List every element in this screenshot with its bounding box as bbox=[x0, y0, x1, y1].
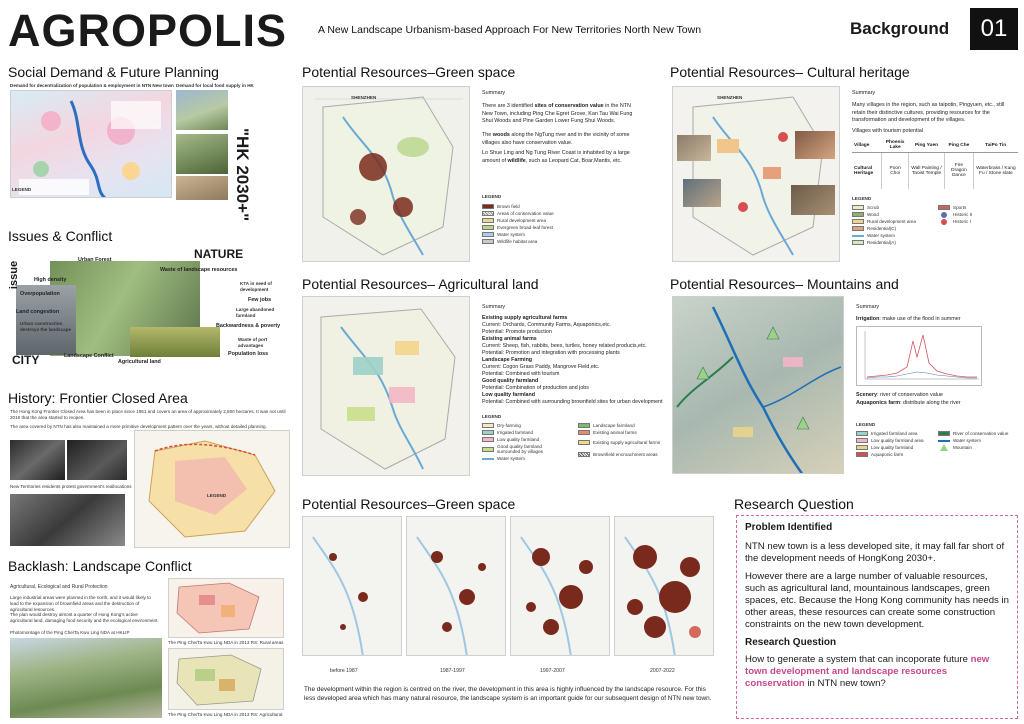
green-p2-pre: The bbox=[482, 132, 493, 138]
protest-photo-3 bbox=[10, 494, 125, 546]
green-p3-post: , such as Leopard Cat, Boar,Mantis, etc. bbox=[525, 157, 622, 164]
swatch-landscape-farmland bbox=[578, 423, 590, 428]
green-title: Potential Resources–Green space bbox=[302, 64, 516, 80]
irrigation-bold: Irrigation bbox=[856, 316, 880, 322]
social-food-caption: Demand for local food supply in HK bbox=[176, 83, 254, 88]
swatch-rural-dev bbox=[482, 218, 494, 223]
irrigation-line bbox=[856, 316, 1016, 324]
th-pingche: Ping Che bbox=[945, 138, 974, 153]
swatch-heritage-water bbox=[852, 235, 864, 237]
swatch-conservation bbox=[482, 211, 494, 216]
heritage-summary-label: Summary bbox=[852, 90, 876, 96]
social-legend-label: LEGEND bbox=[12, 187, 32, 192]
green-p1-pre: There are 3 identified bbox=[482, 103, 535, 109]
issue-port: Waste of port advantages bbox=[238, 337, 268, 349]
mountains-legend-left bbox=[856, 430, 936, 458]
swatch-sports bbox=[938, 205, 950, 210]
flood-chart-graphic bbox=[857, 327, 983, 387]
legend-rural-area bbox=[852, 218, 936, 225]
mountains-title: Potential Resources– Mountains and bbox=[670, 276, 899, 292]
green-space-map bbox=[302, 86, 470, 262]
swatch-supply-farms bbox=[578, 440, 590, 445]
aqua-text: : distribute along the river bbox=[900, 400, 961, 406]
agri-title: Potential Resources– Agricultural land bbox=[302, 276, 539, 292]
backlash-sub: Agricultural, Ecological and Rural Protection bbox=[10, 584, 108, 590]
legend-historic-2 bbox=[938, 211, 1018, 218]
legend-text: Brown field bbox=[497, 204, 520, 209]
mountains-map-graphic bbox=[673, 297, 844, 474]
question-highlight: new town development and landscape resources conservation bbox=[745, 653, 990, 689]
protest-photo-2 bbox=[67, 440, 127, 480]
green-summary-label: Summary bbox=[482, 90, 506, 96]
issue-abandoned-farmland: Large abandoned farmland bbox=[236, 307, 275, 319]
growth-map-4-graphic bbox=[615, 517, 714, 656]
legend-brownfield bbox=[578, 448, 668, 460]
legend-text: Mountain bbox=[953, 445, 972, 450]
growth-map-2-graphic bbox=[407, 517, 506, 656]
farm-photo-3 bbox=[176, 176, 228, 200]
research-title: Research Question bbox=[734, 496, 854, 512]
social-map-caption: Demand for decentralization of population & employment in NTN New town bbox=[10, 83, 174, 88]
legend-text: Water system bbox=[497, 232, 525, 237]
legend-irrigated bbox=[482, 429, 566, 436]
swatch-rural-area bbox=[852, 219, 864, 224]
page-number-box bbox=[970, 8, 1018, 50]
agricultural-map-graphic bbox=[169, 649, 284, 710]
legend-text: Evergreen broad-leaf forest bbox=[497, 225, 553, 230]
growth-maps bbox=[302, 516, 712, 666]
swatch-water bbox=[482, 232, 494, 237]
problem-p2: However there are a large number of valuable resources, such as agricultural land, mountainous landscapes, green spaces, etc. Because the Hong Kong community has needs in other areas, these resources can create some construction constraints on the new town development. bbox=[745, 570, 1009, 630]
agri-legend-right bbox=[578, 422, 668, 460]
legend-irrigated-area bbox=[856, 430, 936, 437]
swatch-wildlife bbox=[482, 239, 494, 244]
th-phoenix: Phoenix Lake bbox=[882, 138, 909, 153]
issue-urban-forest: Urban Forest bbox=[78, 257, 112, 263]
agri-line-heading: Landscape Farming bbox=[482, 356, 533, 363]
agri-line: Current: Sheep, fish, rabbits, bees, turtles, honey related products,etc. bbox=[482, 342, 647, 349]
issue-land-congestion: Land congestion bbox=[16, 309, 60, 315]
green2-title: Potential Resources–Green space bbox=[302, 496, 516, 512]
period-3: 1997-2007 bbox=[540, 668, 565, 674]
green-p2 bbox=[482, 132, 642, 147]
aqua-line bbox=[856, 400, 1016, 408]
issue-urban-construction: Urban construction destroys the landscape bbox=[20, 321, 72, 333]
protest-photo-1 bbox=[10, 440, 65, 480]
growth-map-1-graphic bbox=[303, 517, 402, 656]
hk2030-vertical: "HK 2030+" bbox=[233, 128, 252, 222]
swatch-aquaponic bbox=[856, 452, 868, 457]
mountain-icon bbox=[940, 444, 948, 451]
rural-map-caption: The Ping Che/Ta Kwu Ling NDA in 2013 RS: Rural areas bbox=[168, 640, 284, 645]
legend-text: Low quality farmland area bbox=[871, 438, 924, 443]
agri-line: Potential: Promotion and integration with processing plants bbox=[482, 349, 620, 356]
green-legend-label: LEGEND bbox=[482, 194, 502, 199]
heritage-summary: Many villages in the region, such as taipotin, Pingyuen, etc., still retain their distinctive cultures, providing resources for the transformation and development of the villages. bbox=[852, 102, 1005, 124]
swatch-water-system bbox=[482, 458, 494, 460]
heritage-table-head bbox=[852, 138, 1018, 153]
issue-waste-landscape: Waste of landscape resources bbox=[160, 267, 238, 273]
issue-population-loss: Population loss bbox=[228, 351, 269, 357]
legend-text: Low quality farmland bbox=[497, 437, 540, 442]
legend-animal-farms bbox=[578, 429, 668, 436]
swatch-residential-a bbox=[852, 240, 864, 245]
frontier-map bbox=[134, 430, 290, 548]
legend-text: Water system bbox=[867, 233, 895, 238]
legend-sports bbox=[938, 204, 1018, 211]
heritage-table-title: Villages with tourism potential bbox=[852, 128, 923, 134]
legend-text: Aquaponic farm bbox=[871, 452, 904, 457]
legend-text: River of conservation value bbox=[953, 431, 1009, 436]
heritage-table bbox=[852, 138, 1018, 189]
legend-low-quality-farmland bbox=[856, 444, 936, 451]
green-p2-bold: woods bbox=[492, 132, 510, 138]
green-p1-post: in the NTN New Town, including Ping Che Egret Grove, Kan Tau Wai Fung Shui Woods and Pine Garden Lower Fung Shui Woods. bbox=[482, 103, 633, 125]
rural-areas-map bbox=[168, 578, 284, 638]
legend-text: Low quality farmland bbox=[871, 445, 914, 450]
agri-line-heading: Good quality farmland bbox=[482, 377, 539, 384]
issue-landscape-conflict: Landscape Conflict bbox=[64, 353, 114, 359]
legend-text: Rural development area bbox=[497, 218, 547, 223]
agri-line: Current: Cogon Grass Paddy, Mangrove Field,etc. bbox=[482, 363, 600, 370]
swatch-low-quality-farmland bbox=[856, 445, 868, 450]
agricultural-map bbox=[168, 648, 284, 710]
heritage-table-row bbox=[852, 153, 1018, 189]
backlash-photo-caption: Photomontage of the Ping Che/Ta Kwu Ling NDA at HKLIP bbox=[10, 630, 130, 635]
growth-map-4 bbox=[614, 516, 714, 656]
frontier-map-graphic bbox=[135, 431, 290, 548]
legend-good-quality bbox=[482, 443, 566, 455]
agri-line: Current: Orchards, Community Farms, Aquaponics,etc. bbox=[482, 321, 611, 328]
issue-overpopulation: Overpopulation bbox=[20, 291, 60, 297]
period-4: 2007-2022 bbox=[650, 668, 675, 674]
agri-legend-left bbox=[482, 422, 566, 462]
issue-label: issue bbox=[8, 260, 21, 290]
montage-photo bbox=[10, 638, 162, 718]
backlash-para1: Large industrial areas were planned in the north, and it would likely to lead to the expansion of brownfield areas and the destruction of agricultural resources. bbox=[10, 595, 151, 613]
backlash-para2: The plan would destroy almost a quarter of Hong Kong's active agricultural land, damaging food security and the ecological environment. bbox=[10, 612, 159, 624]
legend-text: Irrigated farmland bbox=[497, 430, 534, 435]
scenery-line bbox=[856, 392, 1016, 400]
issue-kta: KTA in need of development bbox=[240, 281, 272, 293]
heritage-legend-left bbox=[852, 204, 936, 246]
green-legend bbox=[482, 203, 582, 245]
legend-mountains-water bbox=[938, 437, 1020, 444]
problem-label: Problem Identified bbox=[745, 522, 833, 533]
growth-map-3 bbox=[510, 516, 610, 656]
swatch-brown-field bbox=[482, 204, 494, 209]
legend-text: Landscape farmland bbox=[593, 423, 635, 428]
mountains-summary-label: Summary bbox=[856, 304, 880, 310]
swatch-wood bbox=[852, 212, 864, 217]
td-pingche: Fire Dragon Dance bbox=[945, 153, 974, 189]
swatch-mountains-water bbox=[938, 440, 950, 442]
legend-text: Wood bbox=[867, 212, 879, 217]
swatch-brownfield bbox=[578, 452, 590, 457]
legend-wildlife bbox=[482, 238, 582, 245]
th-taipotin: TaiPo Tin bbox=[973, 138, 1018, 153]
green-space-map-graphic bbox=[303, 87, 470, 262]
agricultural-map-caption: The Ping Che/Ta Kwu Ling NDA in 2013 RS: Agricultural bbox=[168, 712, 283, 717]
legend-conservation bbox=[482, 210, 582, 217]
agri-line: Potential: Combined with surrounding brownfield sites for urban development bbox=[482, 398, 663, 405]
td-label: Cultural Heritage bbox=[854, 165, 874, 176]
frontier-legend-label: LEGEND bbox=[207, 493, 227, 498]
green-p1 bbox=[482, 103, 642, 126]
swatch-residential-c bbox=[852, 226, 864, 231]
issues-title: Issues & Conflict bbox=[8, 228, 113, 244]
legend-text: Dry-farming bbox=[497, 423, 521, 428]
legend-text: Historic I bbox=[953, 219, 971, 224]
swatch-irrigated-area bbox=[856, 431, 868, 436]
swatch-low-quality bbox=[482, 437, 494, 442]
legend-text: Irrigated farmland area bbox=[871, 431, 918, 436]
question-text bbox=[745, 654, 1009, 690]
heritage-photo-3 bbox=[683, 179, 721, 207]
growth-map-3-graphic bbox=[511, 517, 610, 656]
agri-line-heading: Existing supply agricultural farms bbox=[482, 315, 568, 321]
question-post: in NTN new town? bbox=[804, 677, 886, 689]
mountains-legend-right bbox=[938, 430, 1020, 451]
farm-photo-1 bbox=[176, 90, 228, 130]
issues-collage bbox=[10, 247, 288, 367]
legend-text: Residential(A) bbox=[867, 240, 896, 245]
agri-line: Potential: Combined with tourism bbox=[482, 370, 560, 377]
brand-title: AGROPOLIS bbox=[8, 5, 288, 56]
header bbox=[0, 0, 1024, 60]
legend-evergreen bbox=[482, 224, 582, 231]
agri-legend-label: LEGEND bbox=[482, 414, 502, 419]
period-2: 1987-1997 bbox=[440, 668, 465, 674]
td-taipotin: Waterbrass / Kung Fu / Stone slate bbox=[973, 153, 1018, 189]
legend-residential-c bbox=[852, 225, 936, 232]
swatch-scrub bbox=[852, 205, 864, 210]
farm-photo-2 bbox=[176, 134, 228, 174]
swatch-animal-farms bbox=[578, 430, 590, 435]
agri-line-heading: Existing animal farms bbox=[482, 335, 537, 342]
legend-mountain bbox=[938, 444, 1020, 451]
collage-field bbox=[130, 327, 220, 357]
green-p1-bold: sites of conservation value bbox=[534, 103, 604, 109]
research-box bbox=[736, 515, 1018, 719]
legend-text: Water system bbox=[953, 438, 981, 443]
legend-text: Sports bbox=[953, 205, 967, 210]
swatch-low-quality-area bbox=[856, 438, 868, 443]
agri-line-heading: Low quality farmland bbox=[482, 391, 535, 398]
heritage-photo-2 bbox=[795, 131, 835, 159]
green-map-shenzhen: SHENZHEN bbox=[351, 95, 377, 100]
question-pre: How to generate a system that can incoporate future bbox=[745, 653, 971, 665]
issue-few-jobs: Few jobs bbox=[248, 297, 272, 303]
history-para1: The Hong Kong Frontier Closed Area has been in place since 1951 and covers an area of approximately 2,800 hectares. It was not until 2016 that the area started to reopen. bbox=[10, 409, 286, 421]
legend-low-quality-area bbox=[856, 437, 936, 444]
green2-text: The development within the region is centred on the river, the development in this area is highly influenced by the landscape resource. For this less developed area which has many natural resource, the landscape system is an important guide for our subsequent design of NTN new town. bbox=[304, 686, 712, 702]
period-1: before 1987 bbox=[330, 668, 358, 674]
legend-historic-1 bbox=[938, 218, 1018, 225]
legend-heritage-water bbox=[852, 232, 936, 239]
page-number: 01 bbox=[980, 15, 1008, 42]
social-title: Social Demand & Future Planning bbox=[8, 64, 219, 80]
legend-text: Residential(C) bbox=[867, 226, 897, 231]
heritage-legend-label: LEGEND bbox=[852, 196, 872, 201]
legend-text: Areas of conservation value bbox=[497, 211, 554, 216]
swatch-dry-farming bbox=[482, 423, 494, 428]
mountains-map bbox=[672, 296, 844, 474]
scenery-bold: Scenery bbox=[856, 392, 877, 398]
flood-chart bbox=[856, 326, 982, 386]
legend-text: Historic II bbox=[953, 212, 973, 217]
history-para2: The area covered by NTN has also maintained a more primitive development pattern over the years, without detailed planning. bbox=[10, 424, 267, 429]
green-p2-post: along the NgTung river and in the vicinity of some villages also have conservation value. bbox=[482, 132, 630, 146]
protest-caption: New Territories residents protest government's reallocations bbox=[10, 484, 132, 489]
green-p3-bold: wildlife bbox=[507, 157, 526, 164]
issue-backwardness: Backwardness & poverty bbox=[216, 323, 281, 329]
legend-dry-farming bbox=[482, 422, 566, 429]
legend-water-system bbox=[482, 455, 566, 462]
heritage-photo-4 bbox=[791, 185, 835, 215]
scenery-text: : river of conservation value bbox=[876, 392, 943, 398]
agri-lines bbox=[482, 315, 694, 406]
backlash-title: Backlash: Landscape Conflict bbox=[8, 558, 192, 574]
growth-map-1 bbox=[302, 516, 402, 656]
city-label: CITY bbox=[12, 353, 40, 367]
heritage-map bbox=[672, 86, 840, 262]
agri-line: Potential: Promote production bbox=[482, 328, 552, 335]
rural-areas-map-graphic bbox=[169, 579, 284, 638]
heritage-map-graphic bbox=[673, 87, 840, 262]
problem-p1: NTN new town is a less developed site, it may fall far short of the development needs of HongKong 2030+. bbox=[745, 541, 1005, 564]
heritage-photo-1 bbox=[677, 135, 711, 161]
agri-map bbox=[302, 296, 470, 476]
th-pingyuen: Ping Yuen bbox=[908, 138, 944, 153]
th-village: Village bbox=[852, 138, 882, 153]
td-pingyuen: Wall Painting / Taoist Temple bbox=[908, 153, 944, 189]
decentralization-map-graphic bbox=[11, 91, 172, 198]
legend-text: Existing supply agricultural farms bbox=[593, 439, 661, 445]
legend-brown-field bbox=[482, 203, 582, 210]
growth-map-2 bbox=[406, 516, 506, 656]
aqua-bold: Aquaponics farm bbox=[856, 400, 901, 406]
swatch-river-conservation bbox=[938, 431, 950, 436]
question-label: Research Question bbox=[745, 636, 837, 648]
decentralization-map bbox=[10, 90, 172, 198]
legend-aquaponic bbox=[856, 451, 936, 458]
legend-rural-dev bbox=[482, 217, 582, 224]
agri-line: Potential: Combination of production and jobs bbox=[482, 384, 589, 391]
td-phoenix: Poon Choi bbox=[882, 153, 909, 189]
legend-text: Wildlife habitat area bbox=[497, 239, 538, 244]
swatch-good-quality bbox=[482, 447, 494, 452]
legend-landscape-farmland bbox=[578, 422, 668, 429]
swatch-evergreen bbox=[482, 225, 494, 230]
green-p3-pre: Lo Shue Ling and Ng Tung River Coast is inhabited by a large amount of bbox=[482, 150, 630, 164]
agri-summary-label: Summary bbox=[482, 304, 506, 310]
legend-text: Rural development area bbox=[867, 219, 917, 224]
agri-map-graphic bbox=[303, 297, 470, 476]
legend-text: Water system bbox=[497, 456, 525, 461]
history-title: History: Frontier Closed Area bbox=[8, 390, 188, 406]
mountains-legend-label: LEGEND bbox=[856, 422, 876, 427]
issue-high-density: High density bbox=[34, 277, 67, 283]
legend-residential-a bbox=[852, 239, 936, 246]
section-label: Background bbox=[850, 19, 950, 38]
heritage-map-shenzhen: SHENZHEN bbox=[717, 95, 743, 100]
historic-2-icon bbox=[941, 212, 947, 218]
issue-agricultural-land: Agricultural land bbox=[118, 359, 161, 365]
irrigation-text: : make use of the flood in summer bbox=[879, 316, 961, 322]
legend-supply-farms bbox=[578, 436, 668, 448]
legend-text: Scrub bbox=[867, 205, 880, 210]
legend-wood bbox=[852, 211, 936, 218]
header-subtitle: A New Landscape Urbanism-based Approach For New Territories North New Town bbox=[318, 24, 702, 36]
nature-label: NATURE bbox=[194, 247, 244, 261]
legend-text: Good quality farmland surrounded by villages bbox=[497, 444, 543, 454]
historic-1-icon bbox=[941, 219, 947, 225]
legend-scrub bbox=[852, 204, 936, 211]
swatch-irrigated bbox=[482, 430, 494, 435]
legend-low-quality bbox=[482, 436, 566, 443]
green-p3 bbox=[482, 150, 642, 165]
legend-text: Brownfield encroachment areas bbox=[593, 451, 658, 457]
heritage-title: Potential Resources– Cultural heritage bbox=[670, 64, 910, 80]
legend-text: Existing animal farms bbox=[593, 430, 637, 435]
legend-water bbox=[482, 231, 582, 238]
legend-river-conservation bbox=[938, 430, 1020, 437]
heritage-legend-right bbox=[938, 204, 1018, 225]
